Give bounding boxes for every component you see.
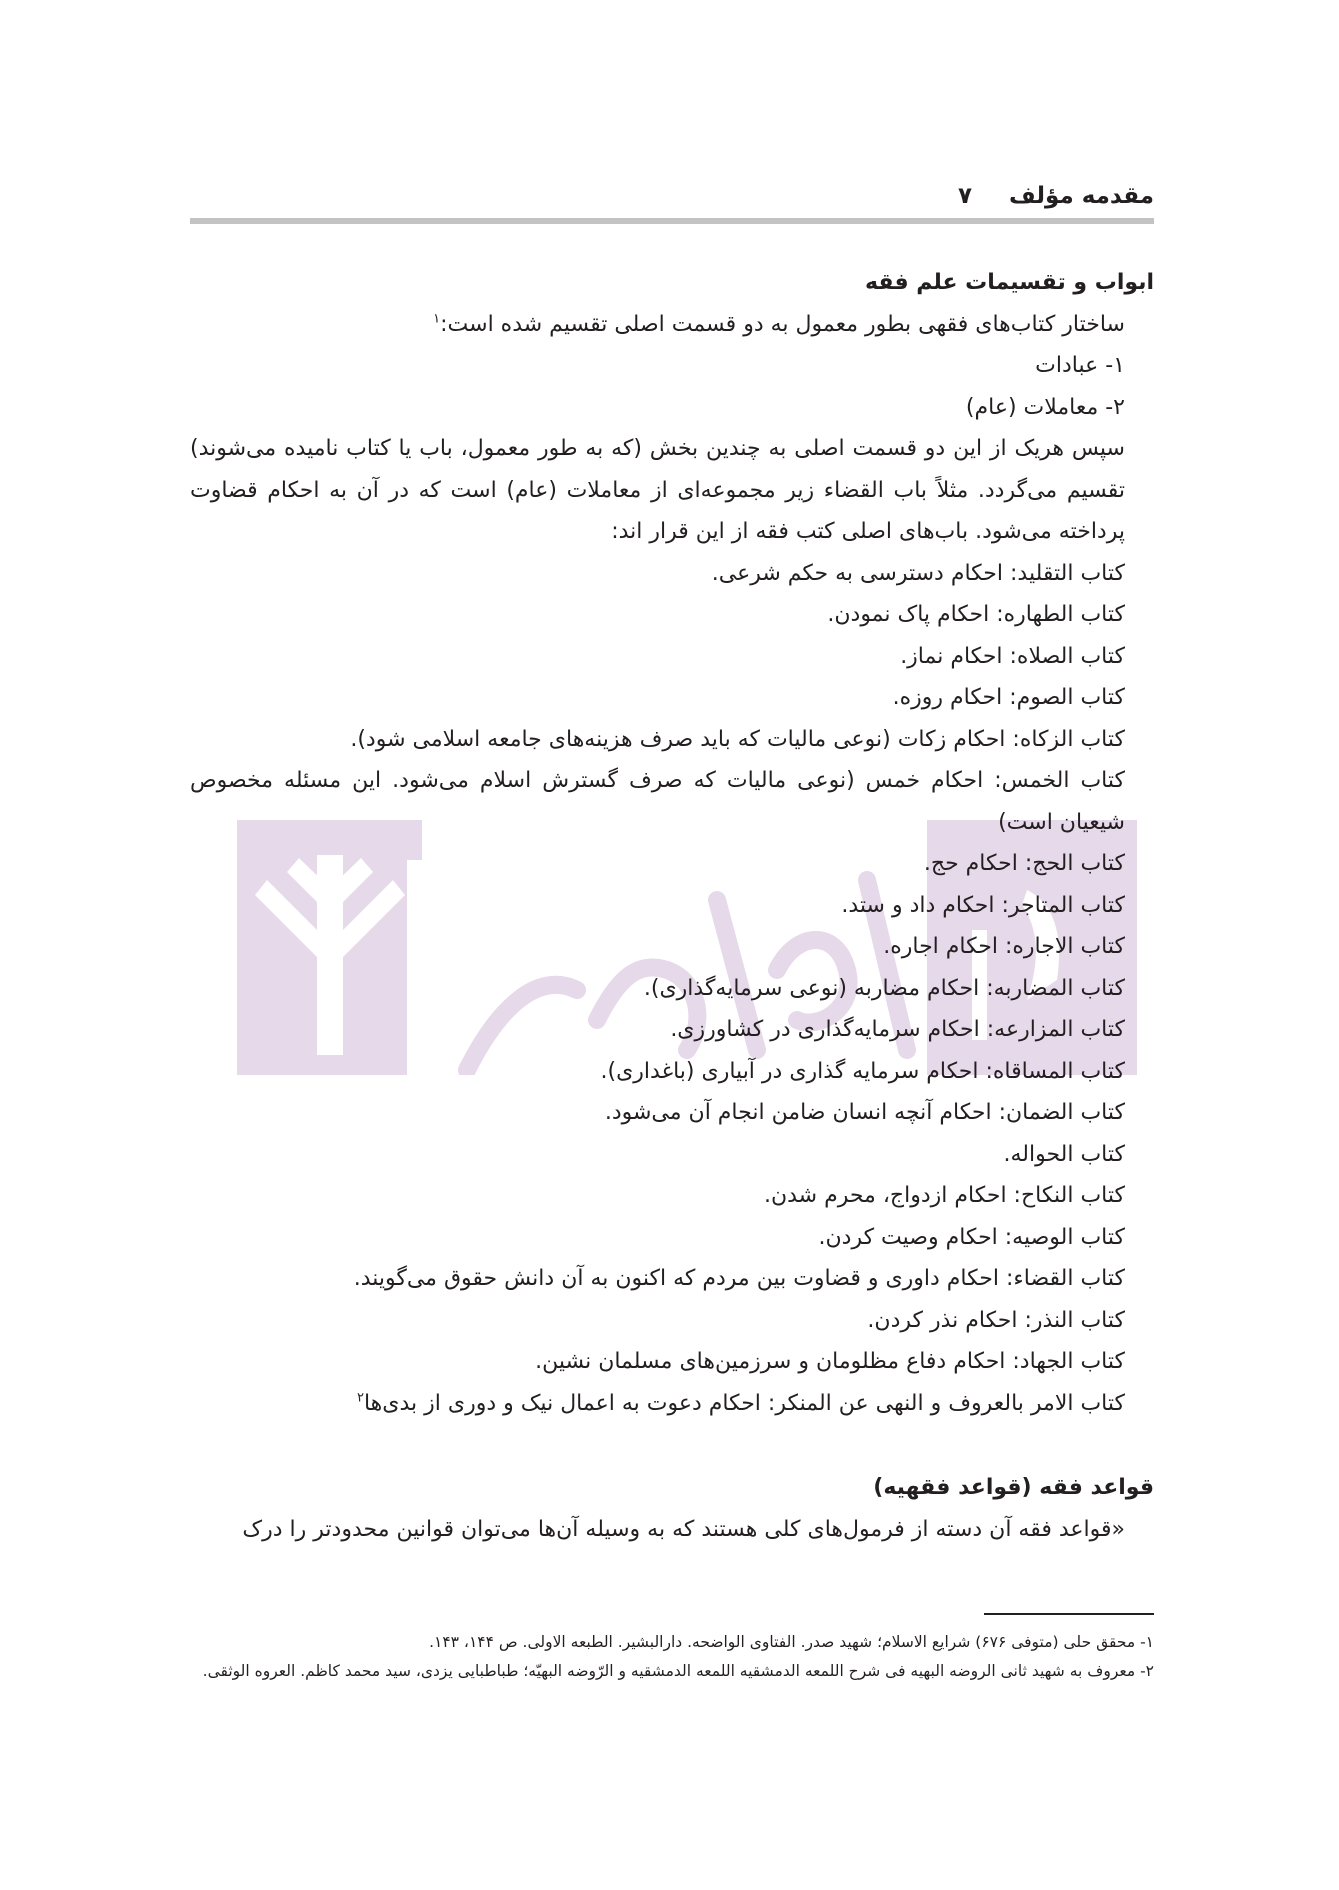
book-entry-text: کتاب الامر بالعروف و النهی عن المنکر: احکام دعوت به اعمال نیک و دوری از بدی‌ها: [363, 1390, 1125, 1416]
book-entry: کتاب النذر: احکام نذر کردن.: [867, 1307, 1125, 1333]
book-entry: کتاب المتاجر: احکام داد و ستد.: [841, 892, 1125, 918]
running-header: [190, 183, 1154, 213]
page-number: ۷: [957, 183, 972, 209]
book-entry: کتاب الجهاد: احکام دفاع مظلومان و سرزمین‌های مسلمان نشین.: [535, 1349, 1125, 1374]
book-entry: کتاب القضاء: احکام داوری و قضاوت بین مردم که اکنون به آن دانش حقوق می‌گویند.: [353, 1266, 1125, 1291]
spacer: [190, 1424, 1154, 1467]
body-paragraph: سپس هریک از این دو قسمت اصلی به چندین بخش (که به طور معمول، باب یا کتاب نامیده می‌شوند) تقسیم می‌گردد. مثلاً باب القضاء زیر مجموعه‌ای از معاملات (عام) است که در آن به احکام قضاوت پرداخته می‌شود. باب‌های اصلی کتب فقه از این قرار اند:: [190, 436, 1125, 544]
book-entry: کتاب المزارعه: احکام سرمایه‌گذاری در کشاورزی.: [670, 1017, 1125, 1042]
book-entry: کتاب النکاح: احکام ازدواج، محرم شدن.: [763, 1183, 1125, 1208]
book-entry: کتاب الصلاه: احکام نماز.: [900, 643, 1125, 669]
footnote-1: ۱- محقق حلی (متوفی ۶۷۶) شرایع الاسلام؛ شهید صدر. الفتاوی الواضحه. دارالبشیر. الطبعه الاولی. ص ۱۴۴، ۱۴۳.: [429, 1633, 1154, 1651]
book-entry: کتاب الضمان: احکام آنچه انسان ضامن انجام آن می‌شود.: [604, 1100, 1125, 1125]
body-paragraph-2: «قواعد فقه آن دسته از فرمول‌های کلی هستند که به وسیله آن‌ها می‌توان قوانین محدودتر را درک: [242, 1516, 1125, 1542]
book-entry-last: [190, 1383, 1154, 1425]
section-heading: ابواب و تقسیمات علم فقه: [865, 270, 1154, 295]
footnote-ref-1: ۱: [433, 311, 441, 327]
book-entry: کتاب الصوم: احکام روزه.: [892, 685, 1125, 710]
main-text: [190, 262, 1154, 1550]
intro-text: ساختار کتاب‌های فقهی بطور معمول به دو قسمت اصلی تقسیم شده است:: [440, 311, 1125, 337]
header-rule: [190, 218, 1154, 224]
intro-paragraph: [190, 304, 1154, 346]
book-entry: کتاب التقلید: احکام دسترسی به حکم شرعی.: [711, 560, 1125, 586]
book-entry: کتاب الاجاره: احکام اجاره.: [883, 934, 1125, 959]
book-entry: کتاب الوصیه: احکام وصیت کردن.: [818, 1224, 1125, 1250]
section-heading-2: قواعد فقه (قواعد فقهیه): [873, 1475, 1154, 1500]
book-entry: کتاب المضاربه: احکام مضاربه (نوعی سرمایه‌گذاری).: [643, 975, 1125, 1001]
footnote-ref-2: ۲: [356, 1390, 364, 1406]
book-entry: کتاب الخمس: احکام خمس (نوعی مالیات که صرف گسترش اسلام می‌شود. این مسئله مخصوص شیعیان است): [190, 768, 1125, 835]
book-entry: کتاب الحواله.: [1003, 1141, 1125, 1167]
book-entry: کتاب الحج: احکام حج.: [923, 851, 1125, 876]
book-entry: کتاب الطهاره: احکام پاک نمودن.: [827, 602, 1125, 627]
header-title: مقدمه مؤلف: [1009, 183, 1154, 209]
list-item: ۱- عبادات: [1035, 353, 1125, 378]
book-entry: کتاب المساقاه: احکام سرمایه گذاری در آبیاری (باغداری).: [600, 1058, 1125, 1084]
footnotes: [190, 1628, 1154, 1686]
footnote-2: ۲- معروف به شهید ثانی الروضه البهیه فی شرح اللمعه الدمشقیه اللمعه الدمشقیه و الرّوضه البهیّه؛ طباطبایی یزدی، سید محمد کاظم. العروه الوثقی.: [202, 1662, 1154, 1680]
book-entry: کتاب الزکاه: احکام زکات (نوعی مالیات که باید صرف هزینه‌های جامعه اسلامی شود).: [350, 726, 1125, 752]
footnote-separator: [984, 1613, 1154, 1615]
list-item: ۲- معاملات (عام): [965, 394, 1125, 420]
